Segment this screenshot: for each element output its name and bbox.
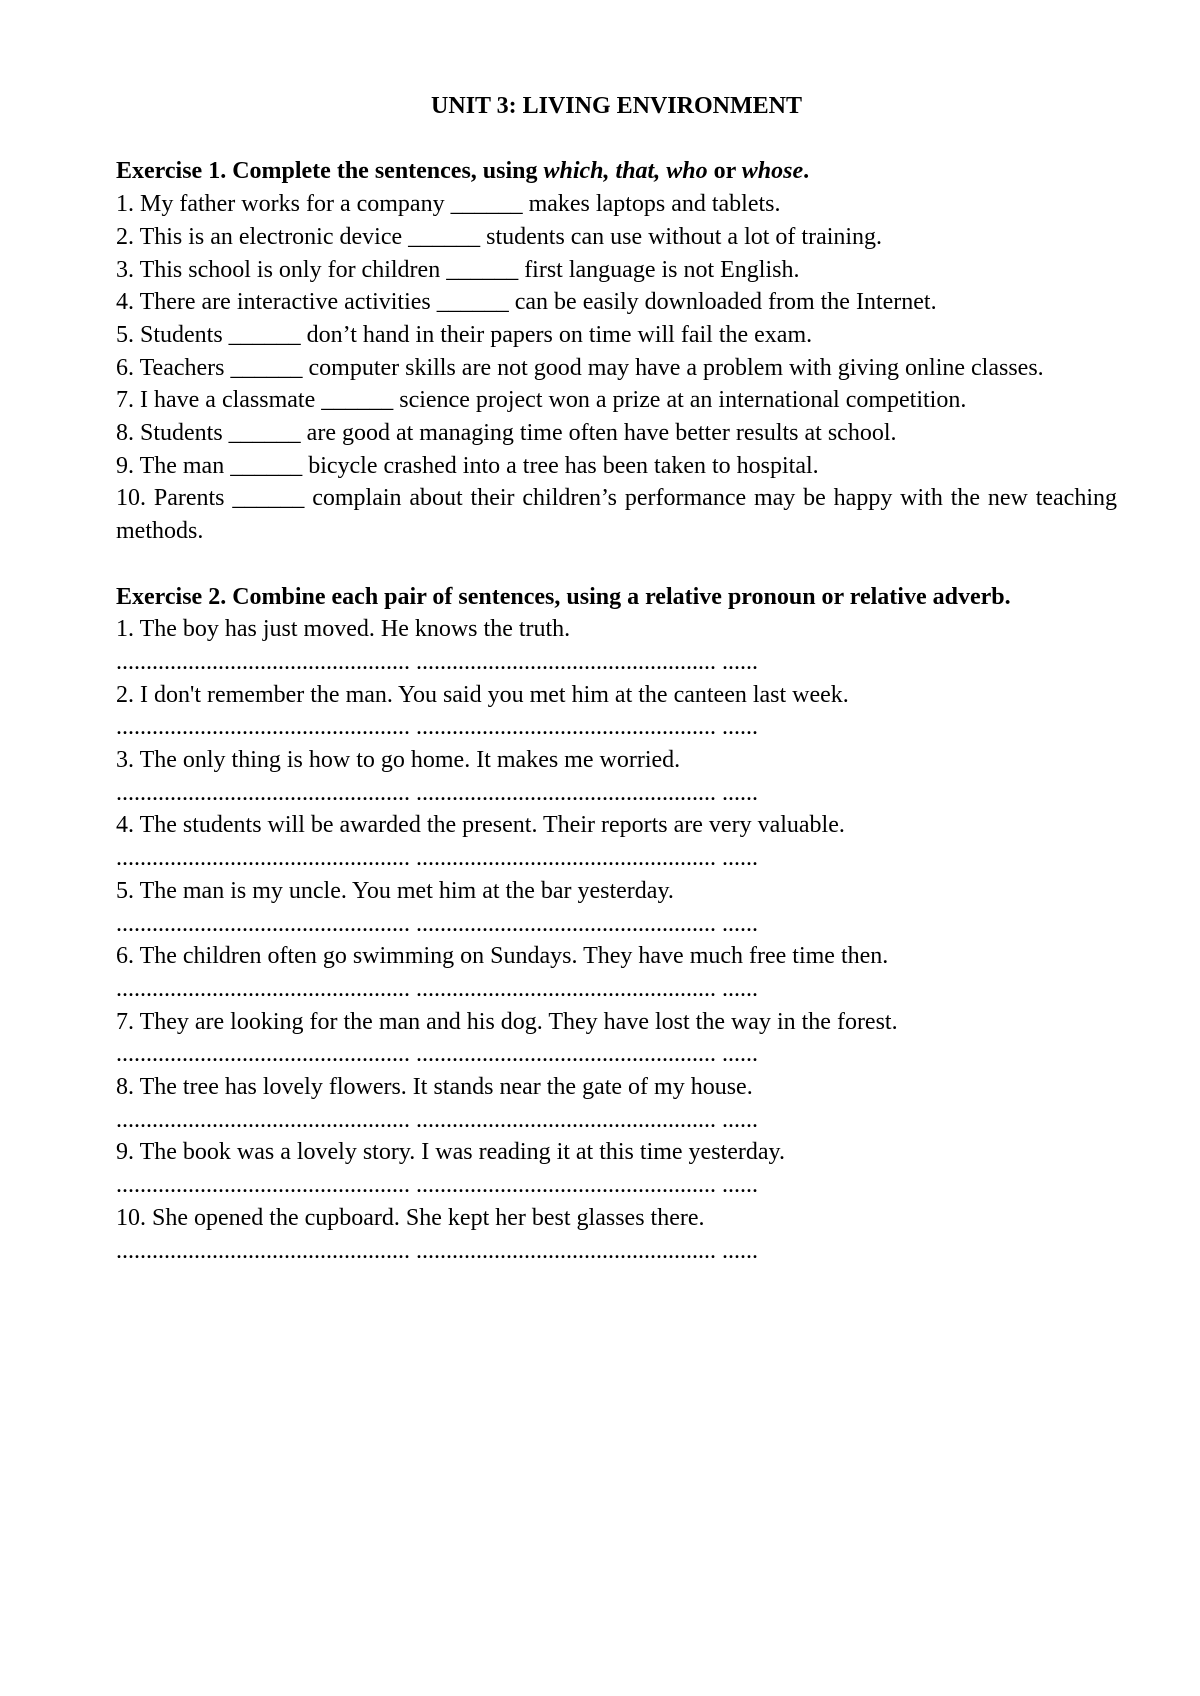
answer-line[interactable]: ................................................. .................................................. ...... (116, 910, 758, 937)
unit-title: UNIT 3: LIVING ENVIRONMENT (431, 93, 802, 119)
spacer (116, 548, 1117, 581)
exercise-2-item-4: 4. The students will be awarded the present. Their reports are very valuable. (116, 812, 845, 839)
exercise-2-item-3: 3. The only thing is how to go home. It makes me worried. (116, 747, 681, 774)
exercise-1-item-2: 2. This is an electronic device ______ students can use without a lot of training. (116, 223, 883, 250)
exercise-2-item-2: 2. I don't remember the man. You said you met him at the canteen last week. (116, 681, 849, 708)
answer-line[interactable]: ................................................. .................................................. ...... (116, 1106, 758, 1133)
exercise-1-keywords-1: which, that, who (543, 158, 708, 185)
exercise-1-keywords-2: whose (741, 158, 804, 185)
exercise-1-item-9: 9. The man ______ bicycle crashed into a tree has been taken to hospital. (116, 452, 819, 479)
exercise-1-heading-end: . (803, 158, 810, 185)
answer-line[interactable]: ................................................. .................................................. ...... (116, 975, 758, 1002)
exercise-1-heading-prefix: Exercise 1. Complete the sentences, using (116, 158, 544, 185)
answer-line[interactable]: ................................................. .................................................. ...... (116, 648, 758, 675)
answer-line[interactable]: ................................................. .................................................. ...... (116, 845, 758, 872)
exercise-1-item-7: 7. I have a classmate ______ science project won a prize at an international competition. (116, 387, 967, 414)
exercise-2-item-10: 10. She opened the cupboard. She kept her best glasses there. (116, 1204, 705, 1231)
exercise-2-item-7: 7. They are looking for the man and his dog. They have lost the way in the forest. (116, 1008, 898, 1035)
exercise-1-item-3: 3. This school is only for children ______ first language is not English. (116, 256, 800, 283)
exercise-1-item-10: 10. Parents ______ complain about their children’s performance may be happy with the new teaching methods. (116, 485, 1117, 545)
exercise-1-heading (116, 155, 1117, 188)
answer-line[interactable]: ................................................. .................................................. ...... (116, 779, 758, 806)
answer-line[interactable]: ................................................. .................................................. ...... (116, 714, 758, 741)
exercise-2-item-8: 8. The tree has lovely flowers. It stands near the gate of my house. (116, 1074, 753, 1101)
spacer (116, 123, 1117, 156)
exercise-1-keywords-or: or (707, 158, 742, 185)
exercise-1-item-8: 8. Students ______ are good at managing time often have better results at school. (116, 420, 897, 447)
exercise-2-item-6: 6. The children often go swimming on Sundays. They have much free time then. (116, 943, 889, 970)
exercise-1-item-5: 5. Students ______ don’t hand in their papers on time will fail the exam. (116, 321, 813, 348)
worksheet-page (116, 90, 1117, 1267)
exercise-2-item-1: 1. The boy has just moved. He knows the truth. (116, 616, 571, 643)
exercise-1-item-4: 4. There are interactive activities ______ can be easily downloaded from the Internet. (116, 289, 937, 316)
answer-line[interactable]: ................................................. .................................................. ...... (116, 1041, 758, 1068)
exercise-1-item-6: 6. Teachers ______ computer skills are not good may have a problem with giving online classes. (116, 354, 1044, 381)
exercise-2-item-5: 5. The man is my uncle. You met him at the bar yesterday. (116, 877, 674, 904)
exercise-1-item-1: 1. My father works for a company ______ makes laptops and tablets. (116, 191, 781, 218)
exercise-2-heading: Exercise 2. Combine each pair of sentences, using a relative pronoun or relative adverb. (116, 583, 1011, 610)
exercise-2-item-9: 9. The book was a lovely story. I was reading it at this time yesterday. (116, 1139, 785, 1166)
answer-line[interactable]: ................................................. .................................................. ...... (116, 1172, 758, 1199)
answer-line[interactable]: ................................................. .................................................. ...... (116, 1237, 758, 1264)
